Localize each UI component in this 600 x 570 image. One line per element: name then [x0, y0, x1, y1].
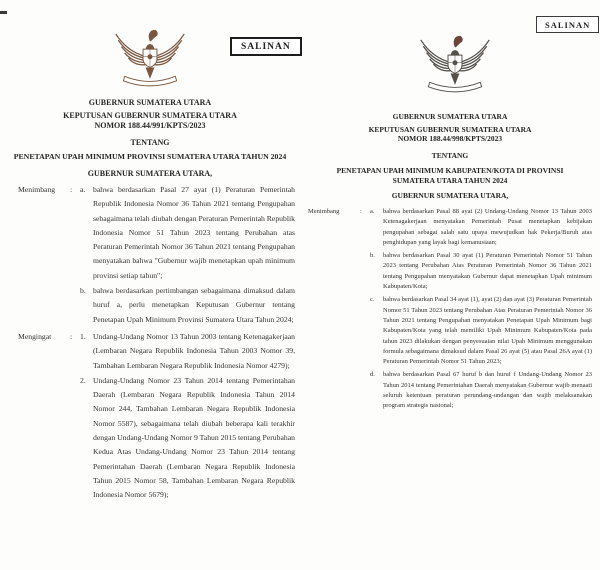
item-marker: 2. — [80, 375, 86, 385]
tentang-label: TENTANG — [130, 138, 170, 147]
item-marker: b. — [370, 252, 375, 260]
item-text: bahwa berdasarkan Pasal 34 ayat (1), ayat (2) dan ayat (3) Peraturan Pemerintah Nomor 51 Tahun 2023 tentang Perubahan Atas Peraturan Pemerintah Nomor 36 Tahun 2021 tentang Pengupahan menyatakan Penetapan Upah Minimum bagi Kabupaten/Kota yang telah memiliki Upah Minimum Kabupaten/Kota pada tahun 2023 dilakukan dengan penyesuaian nilai Upah Minimum menggunakan formula sebagaimana dimaksud dalam Pasal 26 ayat (5) atau Pasal 26A ayat (1) Peraturan Pemerintah Nomor 51 Tahun 2023; — [383, 296, 592, 366]
item-text: bahwa berdasarkan Pasal 27 ayat (1) Peraturan Pemerintah Republik Indonesia Nomor 36 Tahun 2021 tentang Pengupahan sebagaimana telah diubah dengan Peraturan Pemerintah Republik Indonesia Nomor 51 Tahun 2023 tentang Perubahan atas Peraturan Pemerintah Nomor 36 Tahun 2021 tentang Pengupahan menyatakan bahwa "Gubernur wajib menetapkan upah minimum provinsi setiap tahun"; — [93, 185, 295, 280]
garuda-pancasila-emblem — [112, 20, 188, 96]
org-title: GUBERNUR SUMATERA UTARA — [392, 112, 508, 121]
item-marker: d. — [370, 371, 375, 379]
decree-title: KEPUTUSAN GUBERNUR SUMATERA UTARA — [63, 111, 237, 120]
item-text: bahwa berdasarkan Pasal 30 ayat (1) Peraturan Pemerintah Nomor 51 Tahun 2023 tentang Perubahan Atas Peraturan Pemerintah Nomor 36 Tahun 2021 tentang Pengupahan menyatakan Gubernur dapat menetapkan Upah minimum Kabupaten/Kota; — [383, 252, 592, 291]
section-label: Menimbang — [18, 185, 56, 194]
section-label: Mengingat — [18, 331, 52, 341]
list-item — [370, 207, 592, 248]
document-body — [308, 207, 592, 415]
section-colon: : — [70, 331, 73, 341]
section-colon: : — [70, 185, 73, 194]
section-menimbang — [18, 183, 295, 328]
decree-subject: PENETAPAN UPAH MINIMUM KABUPATEN/KOTA DI PROVINSI SUMATERA UTARA TAHUN 2024 — [336, 166, 564, 185]
list-item — [80, 183, 295, 283]
section-menimbang — [308, 207, 592, 415]
tentang-label: TENTANG — [431, 151, 469, 160]
list-item — [370, 370, 592, 411]
item-marker: a. — [80, 185, 86, 194]
section-label: Menimbang — [308, 208, 340, 215]
decree-number: NOMOR 188.44/998/KPTS/2023 — [397, 134, 503, 143]
item-text: bahwa berdasarkan Pasal 88 ayat (2) Undang-Undang Nomor 13 Tahun 2003 Ketenagakerjaan menyatakan Pemerintah Pusat menetapkan kebijakan pengupahan sebagai salah satu upaya mewujudkan hak Pekerja/Buruh atas penghidupan yang layak bagi kemanusiaan; — [383, 208, 592, 246]
list-item — [370, 295, 592, 367]
salutation-line: GUBERNUR SUMATERA UTARA, — [87, 169, 213, 178]
item-text: Undang-Undang Nomor 13 Tahun 2003 tentang Ketenagakerjaan (Lembaran Negara Republik Indonesia Tahun 2003 Nomor 39, Tambahan Lembaran Negara Republik Indonesia Nomor 4279); — [93, 331, 295, 370]
decree-subject: PENETAPAN UPAH MINIMUM PROVINSI SUMATERA UTARA TAHUN 2024 — [13, 152, 287, 161]
section-mengingat — [18, 330, 295, 504]
document-body — [18, 183, 295, 504]
salinan-stamp: SALINAN — [536, 16, 599, 33]
decree-number: NOMOR 188.44/991/KPTS/2023 — [94, 121, 206, 130]
section-colon: : — [360, 208, 362, 215]
item-text: bahwa berdasarkan Pasal 67 huruf b dan huruf f Undang-Undang Nomor 23 Tahun 2014 tentang Pemerintahan Daerah menyatakan Gubernur wajib menaati seluruh ketentuan peraturan perundang-undangan dan wajib melaksanakan program strategis nasional; — [383, 371, 592, 410]
list-item — [370, 251, 592, 292]
salutation-line: GUBERNUR SUMATERA UTARA, — [391, 191, 509, 200]
list-item — [80, 374, 295, 503]
decree-title: KEPUTUSAN GUBERNUR SUMATERA UTARA — [368, 125, 532, 134]
document-right — [300, 0, 600, 570]
item-marker: c. — [370, 296, 375, 304]
item-text: bahwa berdasarkan pertimbangan sebagaimana dimaksud dalam huruf a, perlu menetapkan Keputusan Gubernur tentang Penetapan Upah Minimum Provinsi Sumatera Utara Tahun 2024; — [93, 286, 295, 324]
list-item — [80, 284, 295, 327]
item-marker: b. — [80, 286, 86, 296]
item-marker: 1. — [80, 331, 86, 341]
item-text: Undang-Undang Nomor 23 Tahun 2014 tentang Pemerintahan Daerah (Lembaran Negara Republik Indonesia Tahun 2014 Nomor 244, Tambahan Lembaran Negara Republik Indonesia Nomor 5587), sebagaimana telah diubah beberapa kali terakhir dengan Undang-Undang Nomor 9 Tahun 2015 tentang Perubahan Kedua Atas Undang-Undang Nomor 23 Tahun 2014 tentang Pemerintahan Daerah (Lembaran Negara Republik Indonesia Tahun 2015 Nomor 58, Tambahan Lembaran Negara Republik Indonesia Nomor 5679); — [93, 375, 295, 500]
garuda-pancasila-emblem — [417, 26, 493, 102]
salinan-stamp: SALINAN — [230, 37, 302, 56]
list-item — [80, 330, 295, 373]
org-title: GUBERNUR SUMATERA UTARA — [88, 98, 212, 107]
item-marker: a. — [370, 208, 375, 215]
